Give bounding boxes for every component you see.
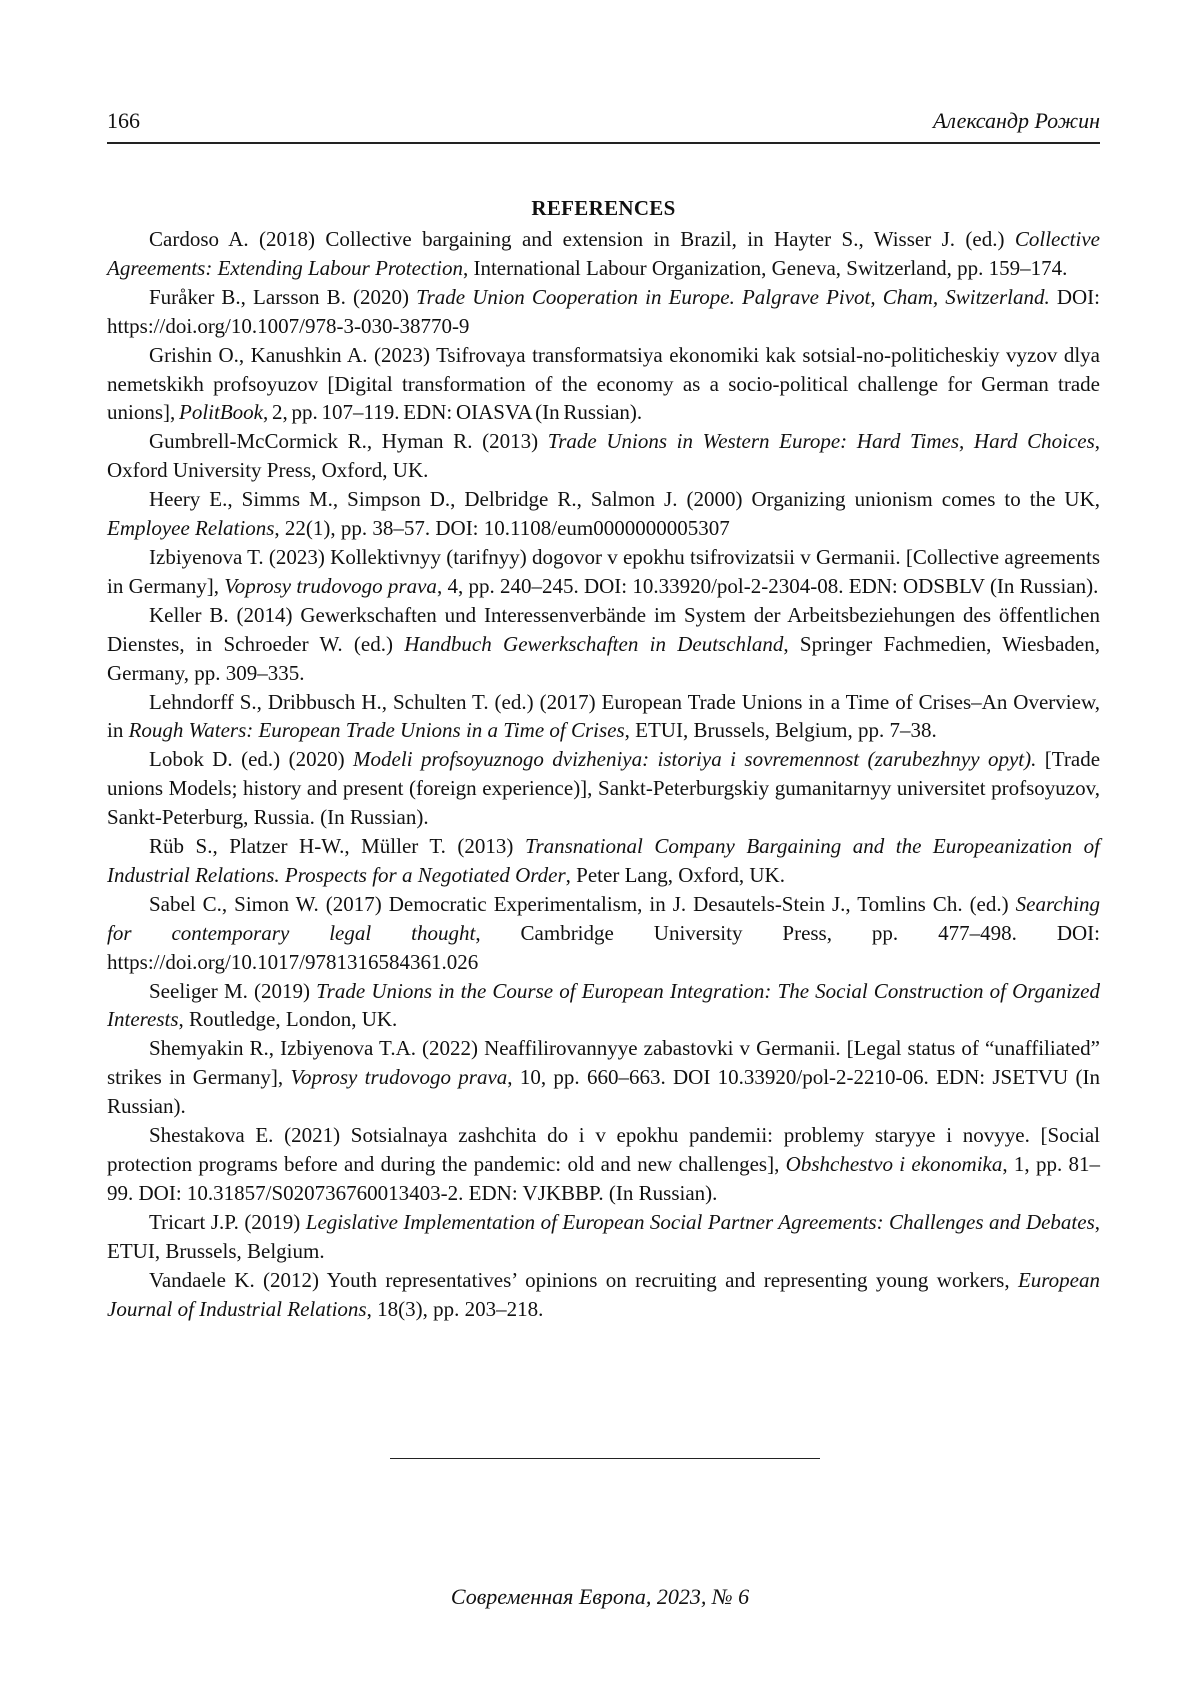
- reference-entry: [107, 1208, 1100, 1266]
- reference-title-italic: Legislative Implementation of European Social Partner Agreements: Challenges and Debates: [305, 1209, 1095, 1234]
- reference-text: , ETUI, Brussels, Belgium, pp. 7–38.: [624, 718, 937, 743]
- reference-text: , 10, pp. 660–663. DOI 10.33920/pol-2-2210-06. EDN: JSETVU (In Russian).: [107, 1065, 1100, 1119]
- reference-text: DOI: https://doi.org/10.1007/978-3-030-38770-9: [107, 284, 1100, 338]
- reference-entry: [107, 1034, 1100, 1121]
- page-number: 166: [107, 108, 140, 133]
- reference-entry: [107, 890, 1100, 977]
- reference-title-italic: Obshchestvo i ekonomika: [785, 1152, 1003, 1176]
- reference-text: , Cambridge University Press, pp. 477–498. DOI: https://doi.org/10.1017/9781316584361.026: [107, 920, 1100, 974]
- reference-entry: [107, 601, 1100, 688]
- reference-entry: [107, 283, 1100, 341]
- reference-entry: [107, 745, 1100, 832]
- reference-title-italic: Collective Agreements: Extending Labour Protection: [107, 227, 1100, 280]
- reference-title-italic: Employee Relations: [107, 516, 275, 541]
- reference-entry: [107, 485, 1100, 543]
- reference-title-italic: Searching for contemporary legal thought: [107, 891, 1100, 945]
- reference-title-italic: Voprosy trudovogo prava: [290, 1065, 508, 1090]
- reference-entry: [107, 1266, 1100, 1324]
- reference-text: Grishin O., Kanushkin A. (2023) Tsifrovaya transformatsiya ekonomiki kak sotsial-no-politicheskiy vyzov dlya nemetskikh profsoyuzov [Digital transformation of the economy as a socio-political challenge for German trade unions],: [107, 342, 1100, 425]
- reference-text: Lehndorff S., Dribbusch H., Schulten T. (ed.) (2017) European Trade Unions in a Time of Crises–An Overview, in: [107, 689, 1100, 743]
- reference-entry: [107, 977, 1100, 1035]
- reference-title-italic: Transnational Company Bargaining and the Europeanization of Industrial Relations. Prospects for a Negotiated Order: [107, 834, 1100, 887]
- references-section: [107, 196, 1100, 1323]
- reference-text: , International Labour Organization, Geneva, Switzerland, pp. 159–174.: [462, 255, 1068, 280]
- reference-text: Rüb S., Platzer H-W., Müller T. (2013): [149, 834, 525, 859]
- reference-entry: [107, 543, 1100, 601]
- reference-title-italic: Rough Waters: European Trade Unions in a Time of Crises: [128, 718, 625, 743]
- reference-text: Shestakova E. (2021) Sotsialnaya zashchita do i v epokhu pandemii: problemy staryye i novyye. [Social protection programs before and during the pandemic: old and new challenges],: [107, 1123, 1100, 1176]
- reference-text: , 2, pp. 107–119. EDN: OIASVA (In Russian).: [262, 400, 643, 425]
- reference-text: [Trade unions Models; history and present (foreign experience)], Sankt-Peterburgskiy gumanitarnyy universitet profsoyuzov, Sankt-Peterburg, Russia. (In Russian).: [107, 747, 1101, 830]
- reference-title-italic: Trade Unions in Western Europe: Hard Times, Hard Choices: [547, 429, 1095, 454]
- reference-text: , Oxford University Press, Oxford, UK.: [107, 429, 1100, 483]
- reference-title-italic: Handbuch Gewerkschaften in Deutschland: [404, 631, 784, 656]
- reference-text: , Springer Fachmedien, Wiesbaden, Germany, pp. 309–335.: [107, 631, 1100, 685]
- reference-text: Keller B. (2014) Gewerkschaften und Interessenverbände im System der Arbeitsbeziehungen des öffentlichen Dienstes, in Schroeder W. (ed.): [107, 602, 1100, 656]
- reference-entry: [107, 688, 1100, 746]
- page-footer-journal: Современная Европа, 2023, № 6: [450, 1584, 750, 1609]
- reference-text: Vandaele K. (2012) Youth representatives’ opinions on recruiting and representing young workers,: [149, 1267, 1018, 1292]
- reference-text: Izbiyenova T. (2023) Kollektivnyy (tarifnyy) dogovor v epokhu tsifrovizatsii v Germanii. [Collective agreements in Germany],: [107, 544, 1100, 598]
- reference-entry: [107, 427, 1100, 485]
- reference-entry: [107, 225, 1100, 283]
- reference-text: Heery E., Simms M., Simpson D., Delbridge R., Salmon J. (2000) Organizing unionism comes to the UK,: [149, 487, 1100, 512]
- reference-text: Lobok D. (ed.) (2020): [149, 747, 354, 772]
- reference-text: , 1, pp. 81–99. DOI: 10.31857/S020736760013403-2. EDN: VJKBBP. (In Russian).: [107, 1152, 1101, 1205]
- reference-title-italic: European Journal of Industrial Relations: [107, 1267, 1100, 1321]
- reference-title-italic: Voprosy trudovogo prava: [224, 573, 437, 598]
- reference-text: , 4, pp. 240–245. DOI: 10.33920/pol-2-2304-08. EDN: ODSBLV (In Russian).: [436, 573, 1099, 598]
- reference-text: Shemyakin R., Izbiyenova T.A. (2022) Neaffilirovannyye zabastovki v Germanii. [Legal status of “unaffiliated” strikes in Germany],: [107, 1036, 1100, 1090]
- running-head-author: Александр Рожин: [932, 108, 1100, 133]
- reference-text: Seeliger M. (2019): [149, 978, 317, 1003]
- reference-text: Furåker B., Larsson B. (2020): [149, 284, 417, 309]
- reference-text: , Routledge, London, UK.: [178, 1007, 398, 1032]
- reference-entry: [107, 1121, 1100, 1208]
- reference-title-italic: Trade Union Cooperation in Europe. Palgrave Pivot, Cham, Switzerland.: [416, 284, 1050, 309]
- reference-text: , ETUI, Brussels, Belgium.: [107, 1209, 1101, 1263]
- reference-text: , 22(1), pp. 38–57. DOI: 10.1108/eum0000000005307: [274, 516, 730, 541]
- reference-text: Tricart J.P. (2019): [149, 1209, 306, 1234]
- reference-text: Gumbrell-McCormick R., Hyman R. (2013): [149, 429, 548, 454]
- reference-entry: [107, 832, 1100, 890]
- reference-title-italic: Modeli profsoyuznogo dvizheniya: istoriya i sovremennost (zarubezhnyy opyt).: [353, 747, 1037, 772]
- reference-text: Cardoso A. (2018) Collective bargaining and extension in Brazil, in Hayter S., Wisser J. (ed.): [149, 227, 1015, 251]
- reference-text: , Peter Lang, Oxford, UK.: [565, 862, 785, 887]
- reference-title-italic: Trade Unions in the Course of European Integration: The Social Construction of Organized Interests: [107, 978, 1100, 1032]
- reference-title-italic: PolitBook: [179, 400, 263, 425]
- end-divider-rule: [390, 1458, 820, 1459]
- reference-text: Sabel C., Simon W. (2017) Democratic Experimentalism, in J. Desautels-Stein J., Tomlins Ch. (ed.): [149, 891, 1016, 916]
- reference-entry: [107, 341, 1100, 428]
- reference-text: , 18(3), pp. 203–218.: [366, 1296, 544, 1321]
- page-header: [107, 104, 1100, 144]
- references-title: REFERENCES: [531, 196, 676, 220]
